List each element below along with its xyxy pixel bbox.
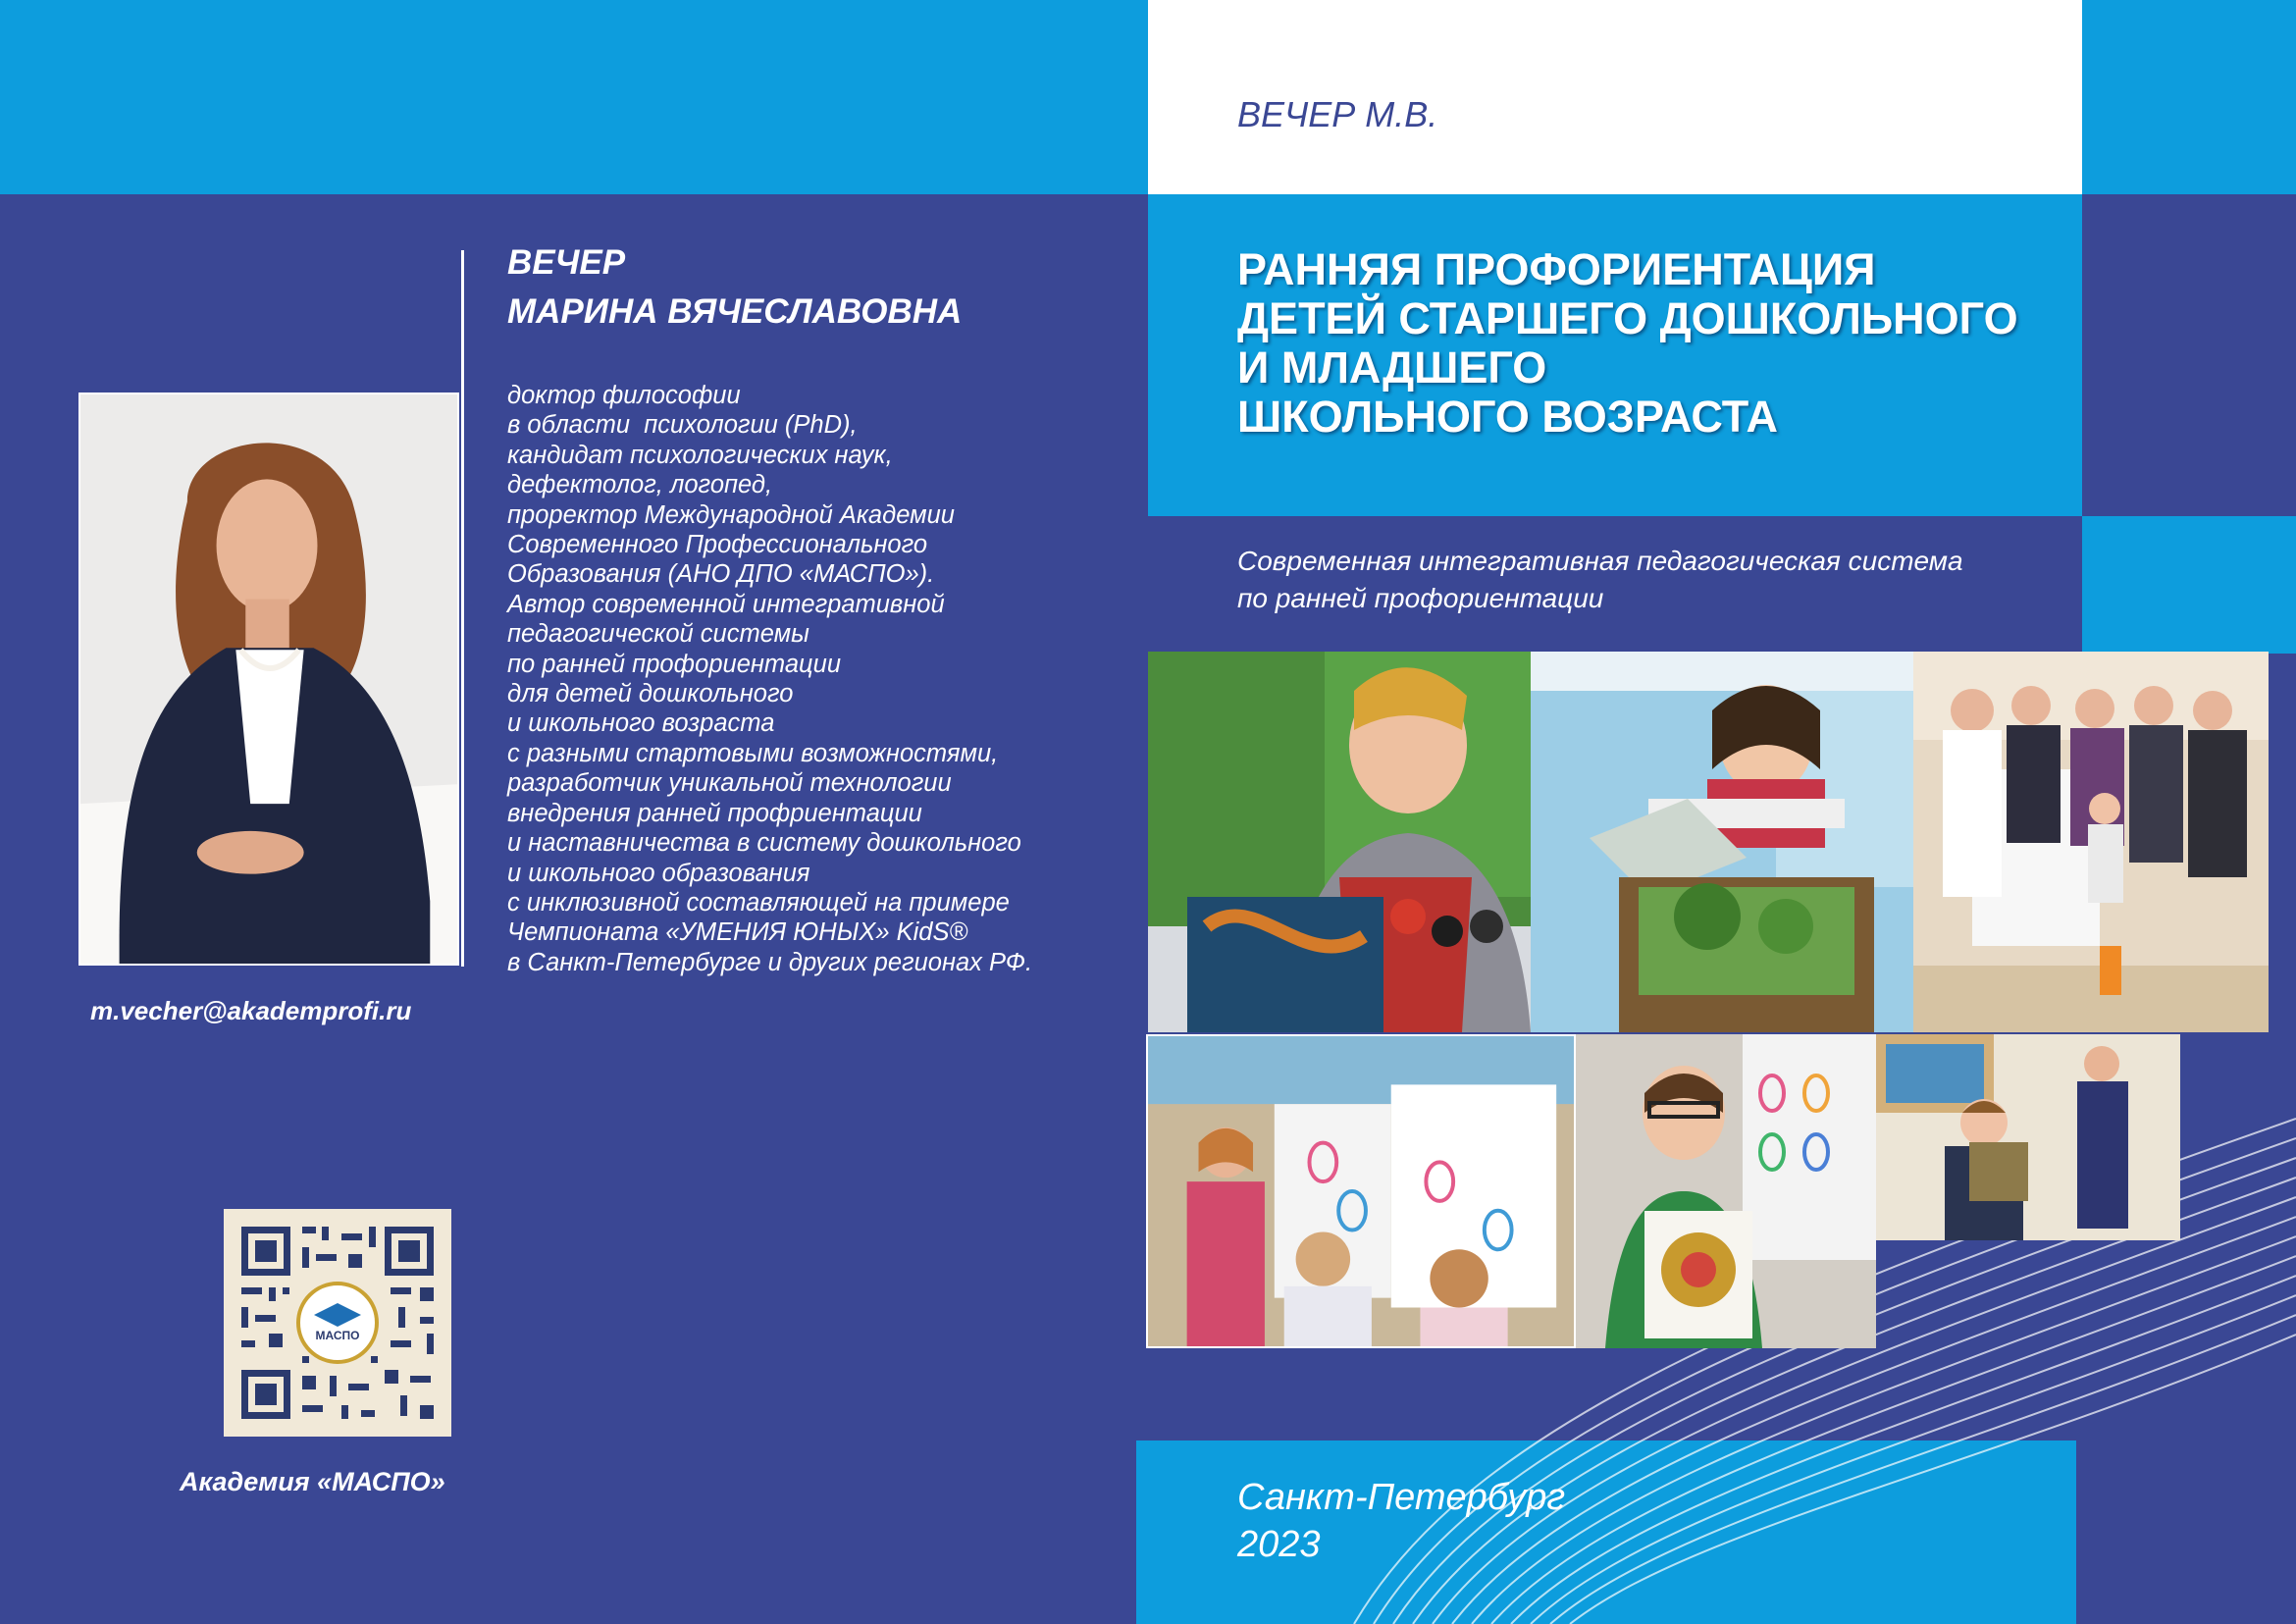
photo-boy-painting bbox=[1148, 652, 1531, 1032]
subtitle-line: Современная интегративная педагогическая система bbox=[1237, 546, 1963, 576]
bio-line: кандидат психологических наук, bbox=[507, 441, 893, 469]
book-title bbox=[1237, 245, 2018, 442]
book-subtitle bbox=[1237, 543, 1963, 617]
publication-city: Санкт-Петербург bbox=[1237, 1477, 1566, 1518]
front-right-cyan-strip-mid bbox=[2082, 516, 2296, 654]
title-line: ДЕТЕЙ СТАРШЕГО ДОШКОЛЬНОГО bbox=[1237, 293, 2018, 343]
bio-line: педагогической системы bbox=[507, 620, 809, 649]
bio-line: и наставничества в систему дошкольного bbox=[507, 829, 1021, 858]
bio-line: доктор философии bbox=[507, 382, 741, 409]
bio-line: Современного Профессионального bbox=[507, 531, 928, 559]
bio-line: в Санкт-Петербурге и других регионах РФ. bbox=[507, 948, 1033, 976]
qr-logo-text: МАСПО bbox=[315, 1329, 360, 1342]
qr-code bbox=[224, 1209, 451, 1437]
bio-line: и школьного возраста bbox=[507, 709, 775, 738]
bio-line: проректор Международной Академии bbox=[507, 500, 955, 529]
photo-group-teachers bbox=[1913, 652, 2269, 1032]
front-author: ВЕЧЕР М.В. bbox=[1237, 94, 1438, 134]
bio-line: Чемпионата «УМЕНИЯ ЮНЫХ» KidS® bbox=[507, 918, 968, 947]
subtitle-line: по ранней профориентации bbox=[1237, 583, 1604, 613]
bio-line: и школьного образования bbox=[507, 859, 810, 887]
title-line: И МЛАДШЕГО bbox=[1237, 342, 1547, 393]
author-portrait bbox=[78, 393, 459, 966]
title-line: ШКОЛЬНОГО ВОЗРАСТА bbox=[1237, 392, 1778, 442]
author-bio bbox=[507, 381, 1096, 977]
bio-line: Образования (АНО ДПО «МАСПО»). bbox=[507, 560, 935, 589]
bio-line: с инклюзивной составляющей на примере bbox=[507, 888, 1010, 917]
author-full-name: МАРИНА ВЯЧЕСЛАВОВНА bbox=[507, 292, 963, 331]
back-top-cyan-band bbox=[0, 0, 1148, 194]
bio-line: разработчик уникальной технологии bbox=[507, 769, 952, 798]
bio-line: для детей дошкольного bbox=[507, 680, 794, 708]
publication-year: 2023 bbox=[1237, 1524, 1321, 1565]
divider-line bbox=[461, 250, 464, 967]
bio-line: в области психологии (PhD), bbox=[507, 411, 858, 440]
front-right-cyan-strip-top bbox=[2082, 0, 2296, 194]
bio-line: внедрения ранней профриентации bbox=[507, 799, 922, 827]
photo-children-posters bbox=[1146, 1034, 1576, 1348]
photo-boy-craft-teacher bbox=[1876, 1034, 2180, 1240]
bio-line: по ранней профориентации bbox=[507, 650, 842, 678]
bio-line: Автор современной интегративной bbox=[507, 590, 945, 618]
author-email[interactable]: m.vecher@akademprofi.ru bbox=[90, 996, 412, 1025]
bio-line: дефектолог, логопед, bbox=[507, 471, 773, 499]
author-surname: ВЕЧЕР bbox=[507, 243, 626, 282]
title-line: РАННЯЯ ПРОФОРИЕНТАЦИЯ bbox=[1237, 244, 1876, 294]
photo-girl-model bbox=[1531, 652, 1913, 1032]
photo-boy-drawing bbox=[1576, 1034, 1876, 1348]
bio-line: с разными стартовыми возможностями, bbox=[507, 739, 999, 767]
academy-name: Академия «МАСПО» bbox=[180, 1467, 445, 1496]
